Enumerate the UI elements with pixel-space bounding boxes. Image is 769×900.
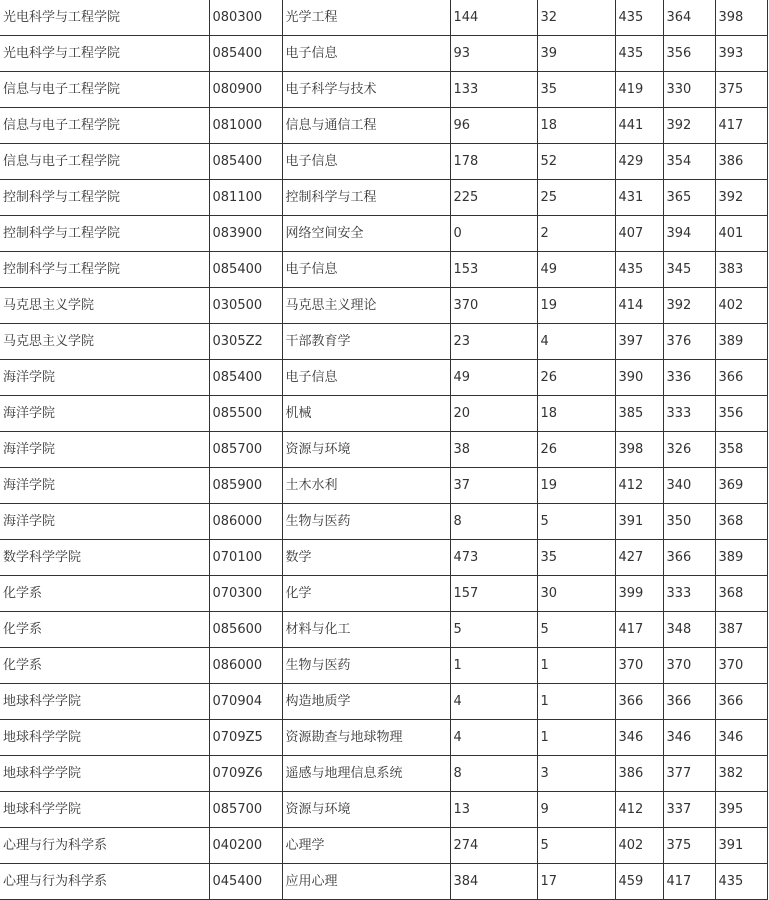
table-cell-col-7: 376 — [663, 324, 715, 360]
table-cell-major-name: 光学工程 — [282, 0, 450, 36]
table-cell-col-8: 368 — [715, 576, 767, 612]
table-cell-col-7: 333 — [663, 396, 715, 432]
table-cell-col-4: 38 — [450, 432, 537, 468]
table-cell-col-7: 394 — [663, 216, 715, 252]
table-cell-col-7: 417 — [663, 864, 715, 900]
table-cell-col-4: 96 — [450, 108, 537, 144]
table-cell-col-6: 402 — [615, 828, 663, 864]
table-cell-major-name: 网络空间安全 — [282, 216, 450, 252]
table-cell-col-6: 427 — [615, 540, 663, 576]
table-cell-col-5: 19 — [537, 288, 615, 324]
table-cell-col-8: 382 — [715, 756, 767, 792]
table-cell-major-name: 机械 — [282, 396, 450, 432]
table-cell-major-name: 心理学 — [282, 828, 450, 864]
table-cell-col-5: 18 — [537, 396, 615, 432]
table-cell-col-5: 49 — [537, 252, 615, 288]
table-cell-major-name: 生物与医药 — [282, 648, 450, 684]
table-cell-major-code: 085400 — [209, 144, 282, 180]
table-cell-college: 化学系 — [0, 648, 209, 684]
table-cell-col-8: 368 — [715, 504, 767, 540]
table-cell-col-6: 385 — [615, 396, 663, 432]
table-cell-college: 马克思主义学院 — [0, 324, 209, 360]
table-cell-major-code: 085400 — [209, 36, 282, 72]
table-cell-major-name: 电子信息 — [282, 360, 450, 396]
table-row — [0, 180, 767, 216]
table-cell-col-7: 333 — [663, 576, 715, 612]
table-cell-col-6: 370 — [615, 648, 663, 684]
table-cell-col-6: 419 — [615, 72, 663, 108]
table-cell-col-4: 8 — [450, 504, 537, 540]
table-cell-col-4: 384 — [450, 864, 537, 900]
table-cell-col-7: 337 — [663, 792, 715, 828]
table-cell-col-6: 459 — [615, 864, 663, 900]
table-row — [0, 468, 767, 504]
table-cell-col-5: 9 — [537, 792, 615, 828]
table-cell-col-6: 390 — [615, 360, 663, 396]
table-cell-col-5: 4 — [537, 324, 615, 360]
table-row — [0, 360, 767, 396]
table-cell-major-name: 马克思主义理论 — [282, 288, 450, 324]
table-cell-major-name: 控制科学与工程 — [282, 180, 450, 216]
table-cell-col-7: 375 — [663, 828, 715, 864]
table-cell-college: 控制科学与工程学院 — [0, 216, 209, 252]
table-cell-col-5: 3 — [537, 756, 615, 792]
table-row — [0, 0, 767, 36]
table-cell-col-7: 392 — [663, 288, 715, 324]
table-cell-major-code: 030500 — [209, 288, 282, 324]
table-cell-col-7: 364 — [663, 0, 715, 36]
table-cell-col-8: 387 — [715, 612, 767, 648]
table-cell-college: 化学系 — [0, 612, 209, 648]
table-cell-college: 地球科学学院 — [0, 684, 209, 720]
table-cell-col-4: 49 — [450, 360, 537, 396]
table-row — [0, 612, 767, 648]
table-cell-col-4: 37 — [450, 468, 537, 504]
table-cell-major-code: 083900 — [209, 216, 282, 252]
table-cell-col-8: 375 — [715, 72, 767, 108]
table-cell-major-name: 干部教育学 — [282, 324, 450, 360]
table-cell-col-4: 0 — [450, 216, 537, 252]
table-cell-major-name: 资源勘查与地球物理 — [282, 720, 450, 756]
table-cell-col-8: 402 — [715, 288, 767, 324]
table-cell-col-4: 153 — [450, 252, 537, 288]
table-cell-major-name: 电子科学与技术 — [282, 72, 450, 108]
table-cell-major-name: 材料与化工 — [282, 612, 450, 648]
table-cell-major-code: 085700 — [209, 792, 282, 828]
table-cell-college: 海洋学院 — [0, 396, 209, 432]
table-cell-col-6: 412 — [615, 468, 663, 504]
table-cell-col-7: 345 — [663, 252, 715, 288]
table-row — [0, 72, 767, 108]
table-cell-col-4: 93 — [450, 36, 537, 72]
table-row — [0, 252, 767, 288]
table-cell-col-4: 133 — [450, 72, 537, 108]
table-cell-col-8: 395 — [715, 792, 767, 828]
table-cell-col-4: 370 — [450, 288, 537, 324]
table-cell-col-4: 157 — [450, 576, 537, 612]
table-cell-col-6: 429 — [615, 144, 663, 180]
table-cell-major-code: 081000 — [209, 108, 282, 144]
table-cell-col-4: 4 — [450, 684, 537, 720]
table-cell-col-4: 13 — [450, 792, 537, 828]
table-row — [0, 792, 767, 828]
table-cell-col-6: 366 — [615, 684, 663, 720]
table-cell-major-name: 电子信息 — [282, 144, 450, 180]
table-cell-col-6: 417 — [615, 612, 663, 648]
table-cell-col-7: 330 — [663, 72, 715, 108]
table-cell-col-8: 370 — [715, 648, 767, 684]
table-cell-college: 数学科学学院 — [0, 540, 209, 576]
table-cell-col-8: 389 — [715, 540, 767, 576]
table-cell-major-code: 045400 — [209, 864, 282, 900]
table-cell-col-5: 1 — [537, 684, 615, 720]
table-cell-col-8: 358 — [715, 432, 767, 468]
table-cell-col-7: 354 — [663, 144, 715, 180]
table-cell-college: 地球科学学院 — [0, 792, 209, 828]
table-cell-college: 控制科学与工程学院 — [0, 180, 209, 216]
table-cell-col-6: 412 — [615, 792, 663, 828]
table-row — [0, 684, 767, 720]
table-cell-major-name: 资源与环境 — [282, 432, 450, 468]
table-cell-col-5: 5 — [537, 828, 615, 864]
table-cell-college: 心理与行为科学系 — [0, 828, 209, 864]
table-cell-col-7: 348 — [663, 612, 715, 648]
table-cell-college: 海洋学院 — [0, 432, 209, 468]
table-cell-col-5: 1 — [537, 648, 615, 684]
table-cell-col-8: 346 — [715, 720, 767, 756]
table-cell-col-4: 8 — [450, 756, 537, 792]
table-cell-col-8: 435 — [715, 864, 767, 900]
table-cell-col-8: 401 — [715, 216, 767, 252]
table-cell-col-4: 178 — [450, 144, 537, 180]
table-row — [0, 504, 767, 540]
table-cell-major-code: 086000 — [209, 504, 282, 540]
table-cell-major-code: 0709Z5 — [209, 720, 282, 756]
table-cell-col-8: 366 — [715, 360, 767, 396]
table-cell-col-6: 391 — [615, 504, 663, 540]
table-cell-col-6: 407 — [615, 216, 663, 252]
table-cell-college: 马克思主义学院 — [0, 288, 209, 324]
table-row — [0, 36, 767, 72]
table-cell-major-name: 电子信息 — [282, 252, 450, 288]
table-cell-major-code: 070100 — [209, 540, 282, 576]
table-cell-major-code: 085400 — [209, 360, 282, 396]
table-row — [0, 864, 767, 900]
table-cell-major-code: 085500 — [209, 396, 282, 432]
table-cell-college: 信息与电子工程学院 — [0, 108, 209, 144]
table-row — [0, 324, 767, 360]
table-cell-col-5: 52 — [537, 144, 615, 180]
table-row — [0, 720, 767, 756]
table-cell-college: 海洋学院 — [0, 504, 209, 540]
table-cell-col-5: 17 — [537, 864, 615, 900]
table-cell-col-5: 32 — [537, 0, 615, 36]
table-cell-major-code: 070300 — [209, 576, 282, 612]
table-cell-major-code: 085600 — [209, 612, 282, 648]
table-cell-major-code: 080900 — [209, 72, 282, 108]
table-cell-col-5: 19 — [537, 468, 615, 504]
table-cell-college: 信息与电子工程学院 — [0, 144, 209, 180]
table-cell-major-code: 081100 — [209, 180, 282, 216]
table-cell-major-name: 电子信息 — [282, 36, 450, 72]
table-cell-major-name: 信息与通信工程 — [282, 108, 450, 144]
table-cell-col-4: 144 — [450, 0, 537, 36]
table-cell-major-code: 085700 — [209, 432, 282, 468]
table-cell-col-6: 386 — [615, 756, 663, 792]
table-row — [0, 828, 767, 864]
table-cell-col-8: 369 — [715, 468, 767, 504]
table-cell-col-5: 39 — [537, 36, 615, 72]
table-cell-col-6: 414 — [615, 288, 663, 324]
table-row — [0, 648, 767, 684]
table-cell-col-8: 383 — [715, 252, 767, 288]
table-cell-college: 地球科学学院 — [0, 756, 209, 792]
table-row — [0, 432, 767, 468]
table-cell-college: 信息与电子工程学院 — [0, 72, 209, 108]
table-cell-col-4: 1 — [450, 648, 537, 684]
table-cell-col-6: 398 — [615, 432, 663, 468]
table-cell-col-8: 417 — [715, 108, 767, 144]
table-cell-col-6: 397 — [615, 324, 663, 360]
table-cell-col-5: 5 — [537, 504, 615, 540]
table-cell-major-code: 070904 — [209, 684, 282, 720]
table-cell-major-name: 应用心理 — [282, 864, 450, 900]
table-cell-major-code: 0709Z6 — [209, 756, 282, 792]
table-cell-college: 心理与行为科学系 — [0, 864, 209, 900]
table-cell-major-name: 资源与环境 — [282, 792, 450, 828]
table-cell-col-5: 18 — [537, 108, 615, 144]
table-cell-col-6: 346 — [615, 720, 663, 756]
table-cell-college: 化学系 — [0, 576, 209, 612]
table-cell-col-7: 366 — [663, 684, 715, 720]
table-cell-major-code: 080300 — [209, 0, 282, 36]
table-cell-col-5: 35 — [537, 540, 615, 576]
table-cell-major-code: 0305Z2 — [209, 324, 282, 360]
table-cell-col-5: 35 — [537, 72, 615, 108]
table-cell-major-code: 040200 — [209, 828, 282, 864]
table-cell-major-code: 085900 — [209, 468, 282, 504]
table-cell-col-7: 365 — [663, 180, 715, 216]
table-cell-col-8: 366 — [715, 684, 767, 720]
table-cell-col-7: 346 — [663, 720, 715, 756]
table-cell-major-name: 化学 — [282, 576, 450, 612]
table-cell-col-8: 398 — [715, 0, 767, 36]
table-cell-college: 海洋学院 — [0, 360, 209, 396]
table-cell-college: 光电科学与工程学院 — [0, 36, 209, 72]
table-row — [0, 288, 767, 324]
table-cell-col-7: 336 — [663, 360, 715, 396]
table-cell-college: 控制科学与工程学院 — [0, 252, 209, 288]
table-cell-col-4: 23 — [450, 324, 537, 360]
table-cell-col-5: 5 — [537, 612, 615, 648]
table-cell-col-7: 350 — [663, 504, 715, 540]
table-cell-major-name: 数学 — [282, 540, 450, 576]
table-cell-major-code: 085400 — [209, 252, 282, 288]
table-row — [0, 576, 767, 612]
table-cell-col-5: 25 — [537, 180, 615, 216]
table-cell-col-8: 386 — [715, 144, 767, 180]
table-cell-col-6: 441 — [615, 108, 663, 144]
table-cell-col-4: 225 — [450, 180, 537, 216]
table-cell-col-5: 2 — [537, 216, 615, 252]
table-cell-col-7: 366 — [663, 540, 715, 576]
table-cell-col-6: 435 — [615, 0, 663, 36]
table-cell-col-8: 391 — [715, 828, 767, 864]
table-cell-col-4: 274 — [450, 828, 537, 864]
table-cell-col-5: 26 — [537, 360, 615, 396]
table-cell-col-8: 389 — [715, 324, 767, 360]
table-cell-college: 地球科学学院 — [0, 720, 209, 756]
table-cell-col-5: 30 — [537, 576, 615, 612]
table-cell-major-name: 构造地质学 — [282, 684, 450, 720]
table-cell-col-7: 340 — [663, 468, 715, 504]
table-cell-col-6: 435 — [615, 36, 663, 72]
table-row — [0, 216, 767, 252]
table-cell-major-name: 遥感与地理信息系统 — [282, 756, 450, 792]
table-cell-col-5: 26 — [537, 432, 615, 468]
table-cell-col-7: 326 — [663, 432, 715, 468]
table-cell-col-4: 5 — [450, 612, 537, 648]
table-cell-major-code: 086000 — [209, 648, 282, 684]
table-cell-college: 光电科学与工程学院 — [0, 0, 209, 36]
table-cell-major-name: 土木水利 — [282, 468, 450, 504]
table-cell-col-7: 370 — [663, 648, 715, 684]
table-cell-col-6: 431 — [615, 180, 663, 216]
table-row — [0, 396, 767, 432]
table-cell-col-7: 377 — [663, 756, 715, 792]
table-cell-col-4: 4 — [450, 720, 537, 756]
table-cell-col-4: 473 — [450, 540, 537, 576]
table-row — [0, 144, 767, 180]
table-cell-col-4: 20 — [450, 396, 537, 432]
table-cell-col-8: 393 — [715, 36, 767, 72]
table-row — [0, 756, 767, 792]
table-cell-col-7: 392 — [663, 108, 715, 144]
table-row — [0, 108, 767, 144]
table-row — [0, 540, 767, 576]
table-cell-college: 海洋学院 — [0, 468, 209, 504]
table-cell-col-6: 399 — [615, 576, 663, 612]
table-cell-major-name: 生物与医药 — [282, 504, 450, 540]
table-cell-col-5: 1 — [537, 720, 615, 756]
table-cell-col-7: 356 — [663, 36, 715, 72]
table-cell-col-8: 356 — [715, 396, 767, 432]
table-cell-col-6: 435 — [615, 252, 663, 288]
table-cell-col-8: 392 — [715, 180, 767, 216]
